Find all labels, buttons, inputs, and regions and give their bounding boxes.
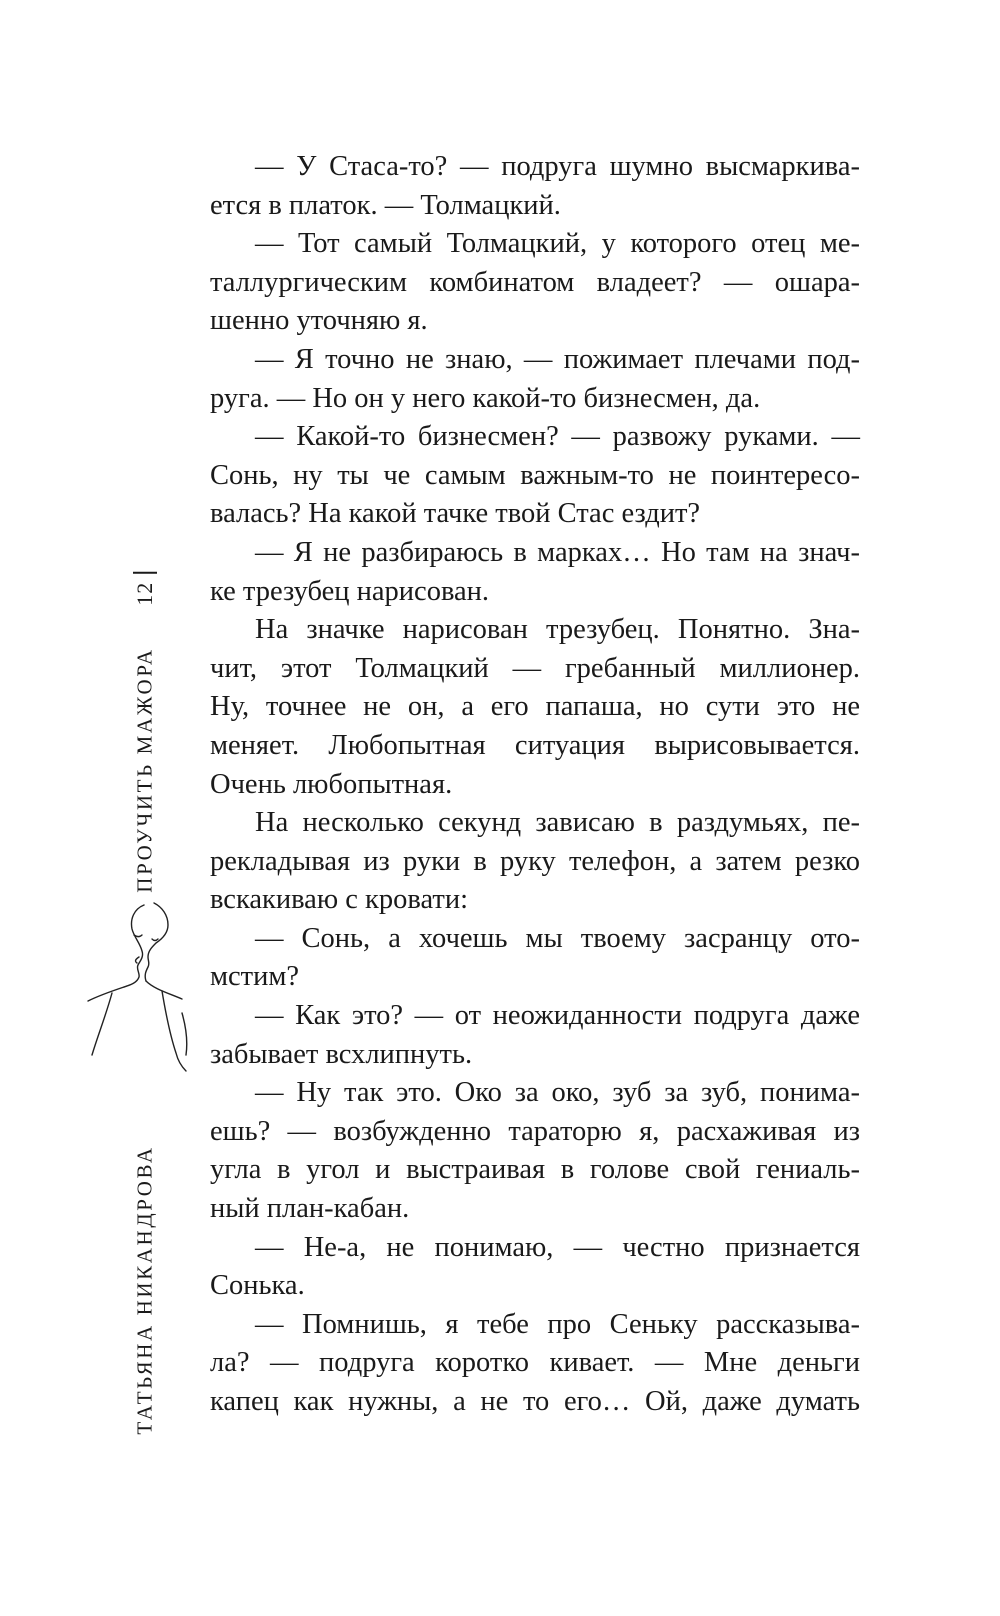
text-line: Сонь, ну ты че самым важным-то не поинтересо-: [210, 459, 860, 491]
text-line: — Не-а, не понимаю, — честно признается: [255, 1231, 860, 1263]
text-line: капец как нужны, а не то его… Ой, даже думать: [210, 1386, 860, 1417]
text-line: Очень любопытная.: [210, 768, 453, 800]
text-line: угла в угол и выстраивая в голове свой гениаль-: [210, 1154, 860, 1186]
text-line: ла? — подруга коротко кивает. — Мне деньги: [210, 1347, 860, 1379]
text-line: На значке нарисован трезубец. Понятно. Зна-: [255, 614, 860, 646]
text-line: ный план-кабан.: [210, 1193, 410, 1225]
text-line: руга. — Но он у него какой-то бизнесмен, да.: [210, 382, 761, 414]
text-line: — Ну так это. Око за око, зуб за зуб, понима-: [255, 1077, 860, 1109]
text-line: меняет. Любопытная ситуация вырисовывается.: [210, 729, 860, 761]
text-line: шенно уточняю я.: [210, 305, 428, 337]
text-line: мстим?: [210, 961, 300, 993]
page-number: [133, 564, 157, 606]
author-name: ТАТЬЯНА НИКАНДРОВА: [132, 1145, 157, 1435]
text-line: таллургическим комбинатом владеет? — ошара-: [210, 266, 860, 298]
text-line: Сонька.: [210, 1270, 305, 1302]
text-line: вскакиваю с кровати:: [210, 884, 468, 916]
text-line: рекладывая из руки в руку телефон, а затем резко: [210, 845, 860, 877]
text-line: — Как это? — от неожиданности подруга даже: [255, 1000, 860, 1032]
page-number-divider: [133, 572, 157, 574]
page-number-value: 12: [132, 581, 157, 606]
text-line: — Какой-то бизнесмен? — развожу руками. —: [255, 421, 860, 453]
text-line: Ну, точнее не он, а его папаша, но сути это не: [210, 691, 860, 723]
text-line: — У Стаса-то? — подруга шумно высмаркива-: [255, 151, 860, 182]
text-line: ется в платок. — Толмацкий.: [210, 189, 561, 221]
text-line: — Сонь, а хочешь мы твоему засранцу ото-: [255, 922, 860, 954]
body-text: [210, 148, 860, 1422]
text-line: — Я точно не знаю, — пожимает плечами под-: [255, 343, 860, 375]
text-line: ке трезубец нарисован.: [210, 575, 490, 607]
text-line: — Я не разбираюсь в марках… Но там на знач-: [255, 536, 860, 568]
kissing-couple-line-art-icon: [82, 895, 197, 1080]
text-line: ешь? — возбужденно тараторю я, расхаживая из: [210, 1115, 860, 1147]
text-line: — Тот самый Толмацкий, у которого отец ме-: [255, 228, 860, 260]
text-line: чит, этот Толмацкий — гребанный миллионер.: [210, 652, 860, 684]
text-line: забывает всхлипнуть.: [210, 1038, 473, 1070]
text-line: — Помнишь, я тебе про Сеньку рассказыва-: [255, 1308, 860, 1340]
text-line: На несколько секунд зависаю в раздумьях, пе-: [255, 807, 860, 839]
text-line: валась? На какой тачке твой Стас ездит?: [210, 498, 701, 530]
running-title: ПРОУЧИТЬ МАЖОРА: [132, 647, 157, 893]
